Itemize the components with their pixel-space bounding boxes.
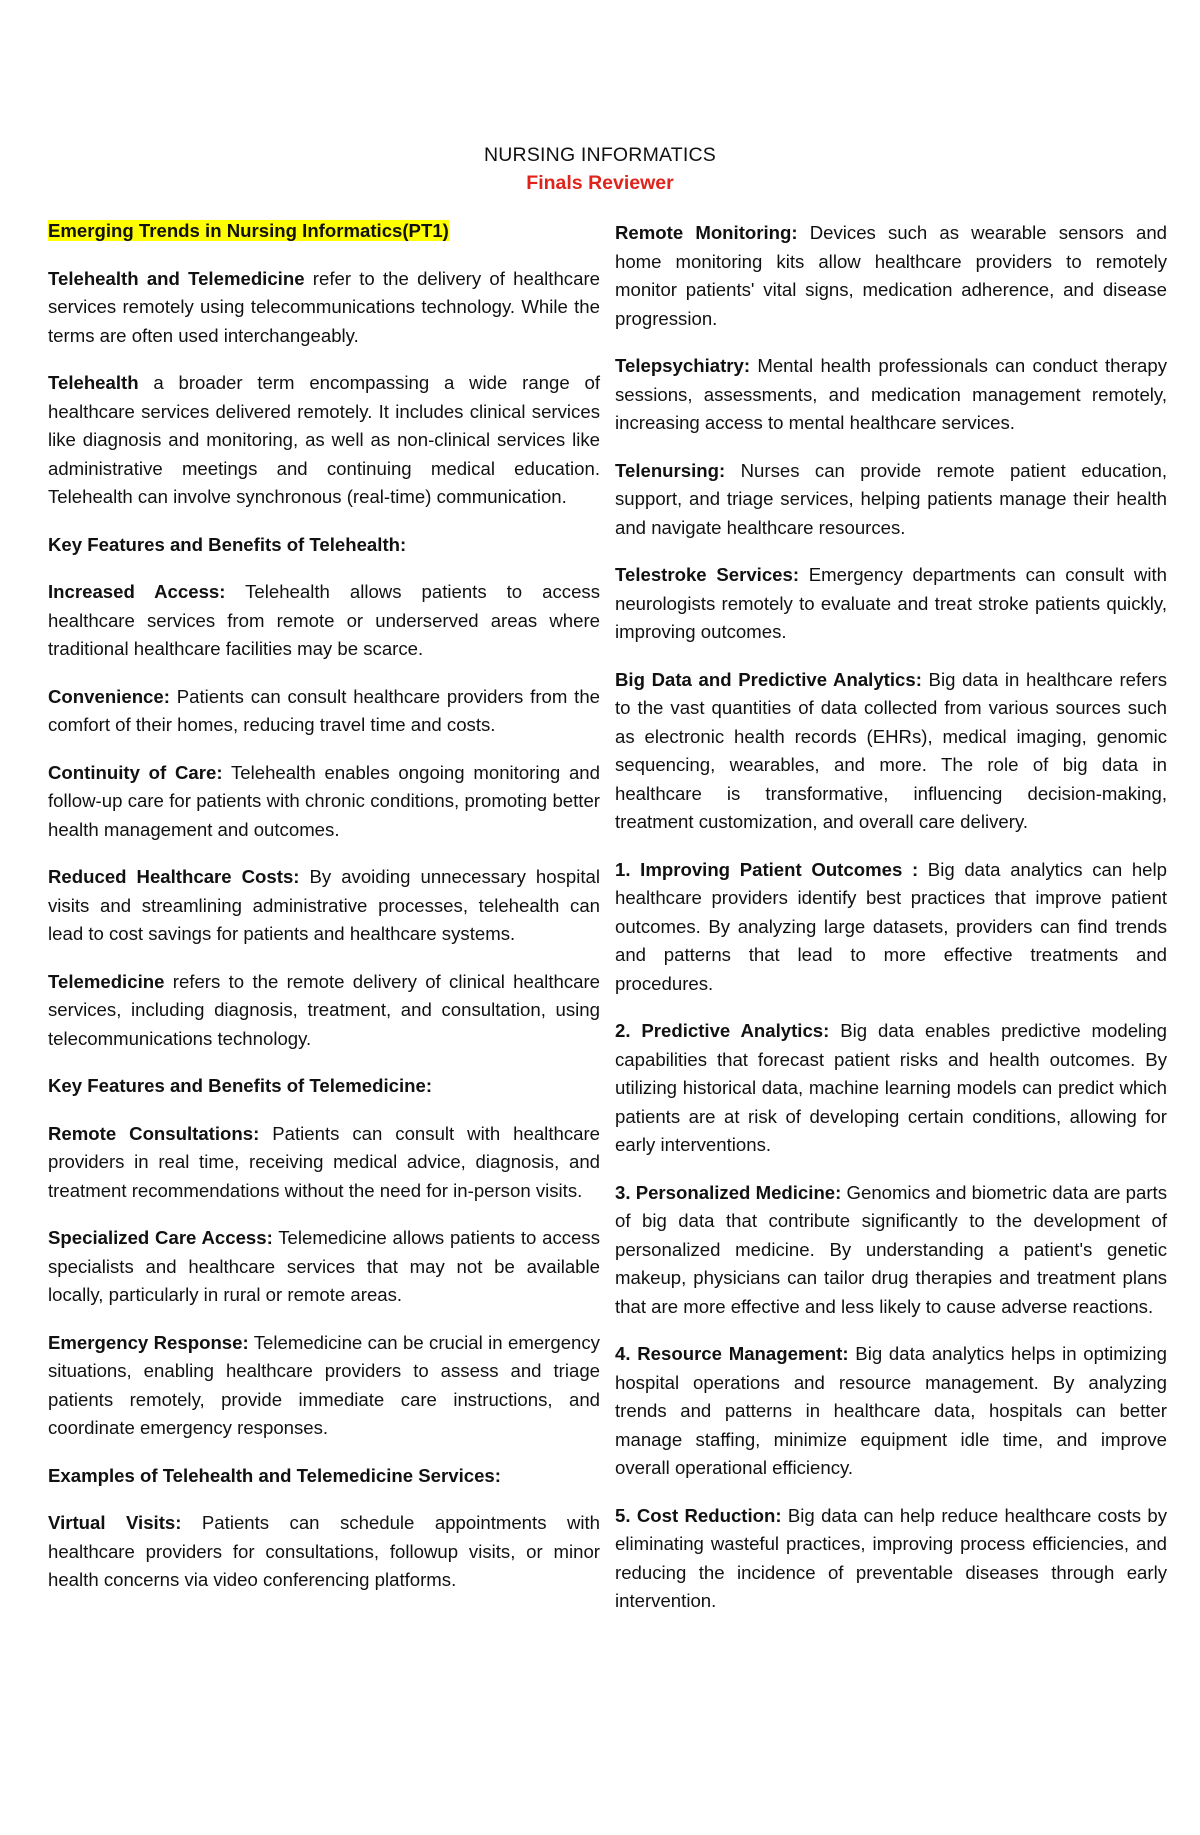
- paragraph-continuity: [48, 759, 600, 845]
- paragraph-text: Big data enables predictive modeling capabilities that forecast patient risks and health outcomes. By utilizing historical data, machine learning models can predict which patients are at risk of developing certain conditions, allowing for early interventions.: [615, 1020, 1167, 1155]
- term-resource-management: 4. Resource Management:: [615, 1343, 849, 1364]
- right-column: [615, 219, 1167, 1635]
- subheading-text: Key Features and Benefits of Telemedicine:: [48, 1075, 433, 1096]
- document-title: NURSING INFORMATICS: [483, 144, 717, 166]
- paragraph-specialized-care: [48, 1224, 600, 1310]
- paragraph-text: refer to the delivery of healthcare services remotely using telecommunications technology. While the terms are often used interchangeably.: [48, 267, 600, 346]
- paragraph-text: a broader term encompassing a wide range of healthcare services delivered remotely. It includes clinical services like diagnosis and monitoring, as well as non-clinical services like administrative meetings and continuing medical education. Telehealth can involve synchronous (real-time) communication.: [48, 372, 600, 507]
- term-remote-consultations: Remote Consultations:: [48, 1122, 260, 1144]
- paragraph-increased-access: [48, 578, 600, 664]
- term-reduced-costs: Reduced Healthcare Costs:: [48, 866, 300, 887]
- term-personalized-medicine: 3. Personalized Medicine:: [615, 1181, 842, 1203]
- paragraph-text: Telemedicine allows patients to access specialists and healthcare services that may not be available locally, particularly in rural or remote areas.: [48, 1227, 600, 1305]
- term-telehealth-telemedicine: Telehealth and Telemedicine: [48, 267, 305, 289]
- paragraph-text: Patients can schedule appointments with healthcare providers for consultations, followup visits, or minor health concerns via video conferencing platforms.: [48, 1512, 601, 1590]
- paragraph-text: Devices such as wearable sensors and home monitoring kits allow healthcare providers to remotely monitor patients' vital signs, medication adherence, and disease progression.: [615, 222, 1167, 329]
- paragraph-text: Big data analytics can help healthcare providers identify best practices that improve patient outcomes. By analyzing large datasets, providers can find trends and patterns that lead to more effective treatments and procedures.: [615, 858, 1167, 994]
- document-subtitle: Finals Reviewer: [526, 172, 674, 194]
- paragraph-telehealth: [48, 369, 600, 512]
- paragraph-text: Telemedicine can be crucial in emergency situations, enabling healthcare providers to assess and triage patients remotely, provide immediate care instructions, and coordinate emergency responses.: [48, 1331, 600, 1438]
- subheading-text: Key Features and Benefits of Telehealth:: [48, 533, 407, 555]
- term-telemedicine: Telemedicine: [48, 970, 165, 992]
- term-telenursing: Telenursing:: [615, 459, 726, 481]
- list-item-personalized-medicine: [615, 1179, 1167, 1322]
- paragraph-text: Genomics and biometric data are parts of big data that contribute significantly to the development of personalized medicine. By understanding a patient's genetic makeup, physicians can tailor drug therapies and treatment plans that are more effective and less likely to cause adverse reactions.: [615, 1181, 1168, 1317]
- term-emergency-response: Emergency Response:: [48, 1331, 249, 1353]
- paragraph-text: Big data in healthcare refers to the vast quantities of data collected from various sources such as electronic health records (EHRs), medical imaging, genomic sequencing, wearables, and more. The role of big data in healthcare is transformative, influencing decision-making, treatment customization, and overall care delivery.: [615, 668, 1167, 832]
- paragraph-reduced-costs: [48, 863, 600, 949]
- term-convenience: Convenience:: [48, 685, 170, 707]
- term-specialized-care: Specialized Care Access:: [48, 1227, 273, 1248]
- term-cost-reduction: 5. Cost Reduction:: [615, 1504, 782, 1526]
- subheading-telemedicine-benefits: [48, 1072, 600, 1101]
- paragraph-remote-monitoring: [615, 219, 1167, 333]
- term-telestroke: Telestroke Services:: [615, 564, 800, 585]
- paragraph-emergency-response: [48, 1329, 600, 1443]
- term-telepsychiatry: Telepsychiatry:: [615, 355, 751, 376]
- term-telehealth: Telehealth: [48, 372, 139, 393]
- paragraph-text: Patients can consult healthcare providers from the comfort of their homes, reducing travel time and costs.: [48, 685, 600, 735]
- paragraph-telestroke: [615, 561, 1167, 647]
- subheading-examples: [48, 1462, 600, 1491]
- term-big-data: Big Data and Predictive Analytics:: [615, 668, 922, 690]
- paragraph-telepsychiatry: [615, 352, 1167, 438]
- list-item-cost-reduction: [615, 1502, 1167, 1616]
- paragraph-text: Telehealth allows patients to access healthcare services from remote or underserved areas where traditional healthcare facilities may be scarce.: [48, 581, 600, 659]
- term-predictive-analytics: 2. Predictive Analytics:: [615, 1020, 830, 1041]
- paragraph-remote-consultations: [48, 1120, 600, 1206]
- subheading-telehealth-benefits: [48, 531, 600, 560]
- paragraph-text: Telehealth enables ongoing monitoring and follow-up care for patients with chronic conditions, promoting better health management and outcomes.: [48, 761, 600, 840]
- paragraph-text: Nurses can provide remote patient education, support, and triage services, helping patients manage their health and navigate healthcare resources.: [615, 459, 1167, 538]
- subheading-text: Examples of Telehealth and Telemedicine Services:: [48, 1464, 501, 1486]
- term-remote-monitoring: Remote Monitoring:: [615, 222, 798, 243]
- term-patient-outcomes: 1. Improving Patient Outcomes :: [615, 858, 919, 880]
- paragraph-virtual-visits: [48, 1509, 600, 1595]
- term-virtual-visits: Virtual Visits:: [48, 1512, 182, 1533]
- list-item-patient-outcomes: [615, 856, 1167, 999]
- paragraph-text: refers to the remote delivery of clinical healthcare services, including diagnosis, treatment, and consultation, using telecommunications technology.: [48, 970, 600, 1049]
- section-heading: [48, 217, 600, 246]
- paragraph-convenience: [48, 683, 600, 740]
- paragraph-text: Big data analytics helps in optimizing hospital operations and resource management. By analyzing trends and patterns in healthcare data, hospitals can better manage staffing, minimize equipment idle time, and improve overall operational efficiency.: [615, 1343, 1167, 1478]
- paragraph-telehealth-telemedicine: [48, 265, 600, 351]
- term-increased-access: Increased Access:: [48, 581, 226, 602]
- highlighted-section-heading: Emerging Trends in Nursing Informatics(PT1): [48, 220, 449, 241]
- paragraph-text: By avoiding unnecessary hospital visits and streamlining administrative processes, telehealth can lead to cost savings for patients and healthcare systems.: [48, 866, 600, 944]
- paragraph-text: Big data can help reduce healthcare costs by eliminating wasteful practices, improving process efficiencies, and reducing the incidence of preventable diseases through early intervention.: [615, 1504, 1168, 1611]
- paragraph-big-data: [615, 666, 1167, 837]
- paragraph-text: Emergency departments can consult with neurologists remotely to evaluate and treat stroke patients quickly, improving outcomes.: [615, 564, 1167, 642]
- paragraph-telemedicine: [48, 968, 600, 1054]
- list-item-resource-management: [615, 1340, 1167, 1483]
- left-column: [48, 217, 600, 1614]
- paragraph-text: Patients can consult with healthcare providers in real time, receiving medical advice, diagnosis, and treatment recommendations without the need for in-person visits.: [48, 1122, 600, 1201]
- list-item-predictive-analytics: [615, 1017, 1167, 1160]
- paragraph-telenursing: [615, 457, 1167, 543]
- paragraph-text: Mental health professionals can conduct therapy sessions, assessments, and medication management remotely, increasing access to mental healthcare services.: [615, 355, 1167, 433]
- term-continuity: Continuity of Care:: [48, 761, 223, 783]
